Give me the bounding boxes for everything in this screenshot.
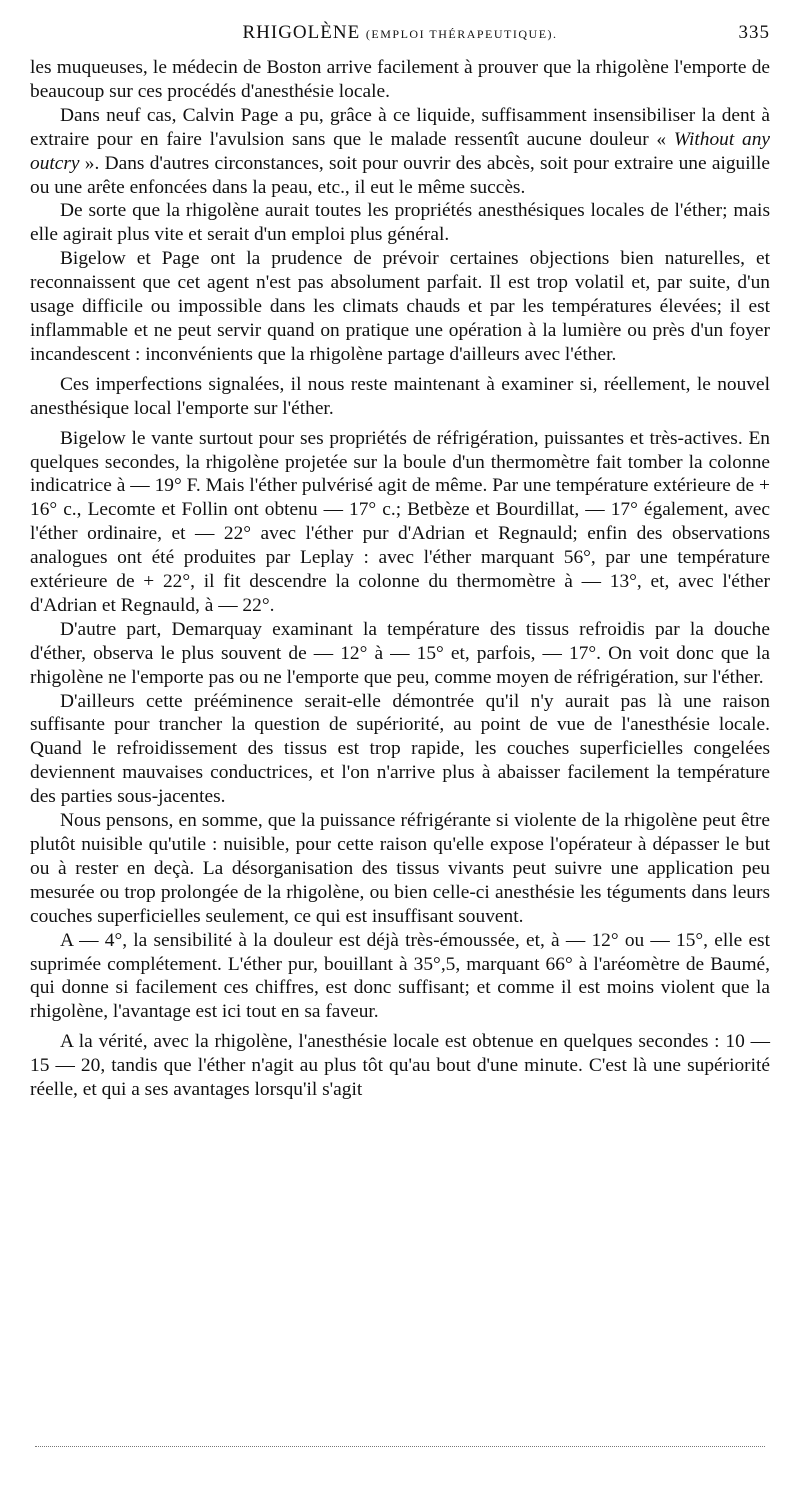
running-title-subtitle: (EMPLOI THÉRAPEUTIQUE). <box>365 27 558 41</box>
paragraph-6: Bigelow le vante surtout pour ses propriétés de réfrigération, puissantes et très-actives. En quelques secondes, la rhigolène projetée sur la boule d'un thermomètre fait tomber la colonne indicatrice à — 19° F. Mais l'éther pulvérisé agit de même. Par une température extérieure de + 16° c., Lecomte et Follin ont obtenu — 17° c.; Betbèze et Bourdillat, — 17° également, avec l'éther ordinaire, et — 22° avec l'éther pur d'Adrian et Regnauld; enfin des observations analogues ont été produites par Leplay : avec l'éther marquant 56°, par une température extérieure de + 22°, il fit descendre la colonne du thermomètre à — 13°, et, avec l'éther d'Adrian et Regnauld, à — 22°. <box>30 427 770 616</box>
paragraph-1: les muqueuses, le médecin de Boston arrive facilement à prouver que la rhigolène l'emporte de beaucoup sur ces procédés d'anesthésie locale. <box>30 57 770 102</box>
paragraph-7: D'autre part, Demarquay examinant la température des tissus refroidis par la douche d'éther, observa le plus souvent de — 12° à — 15° et, parfois, — 17°. On voit donc que la rhigolène ne l'emporte pas ou ne l'emporte que peu, comme moyen de réfrigération, sur l'éther. <box>30 618 770 688</box>
paragraph-2-italic-quote: Without any outcry <box>30 128 770 174</box>
paragraph-8: D'ailleurs cette prééminence serait-elle démontrée qu'il n'y aurait pas là une raison suffisante pour trancher la question de supériorité, au point de vue de l'anesthésie locale. Quand le refroidissement des tissus est trop rapide, les couches superficielles congelées deviennent mauvaises conductrices, et l'on n'arrive plus à abaisser facilement la température des parties sous-jacentes. <box>30 690 770 808</box>
paragraph-2-part-b: ». Dans d'autres circonstances, soit pour ouvrir des abcès, soit pour extraire une aiguille ou une arête enfoncées dans la peau, etc., il eut le même succès. <box>30 152 770 198</box>
paragraph-9: Nous pensons, en somme, que la puissance réfrigérante si violente de la rhigolène peut être plutôt nuisible qu'utile : nuisible, pour cette raison qu'elle expose l'opérateur à dépasser le but ou à rester en deçà. La désorganisation des tissus vivants peut suivre une application peu mesurée ou trop prolongée de la rhigolène, ou bien celle-ci anesthésie les téguments dans leurs couches superficielles seulement, ce qui est insuffisant souvent. <box>30 810 770 927</box>
running-title-main: RHIGOLÈNE <box>242 22 361 43</box>
paragraph-10: A — 4°, la sensibilité à la douleur est déjà très-émoussée, et, à — 12° ou — 15°, elle est suprimée complétement. L'éther pur, bouillant à 35°,5, marquant 66° à l'aréomètre de Baumé, qui donne si facilement ces chiffres, est donc suffisant; et comme il est moins violent que la rhigolène, l'avantage est ici tout en sa faveur. <box>30 929 770 1023</box>
paragraph-2 <box>30 104 770 200</box>
paragraph-5: Ces imperfections signalées, il nous reste maintenant à examiner si, réellement, le nouvel anesthésique local l'emporte sur l'éther. <box>30 373 770 419</box>
paragraph-4: Bigelow et Page ont la prudence de prévoir certaines objections bien naturelles, et reconnaissent que cet agent n'est pas absolument parfait. Il est trop volatil et, par suite, d'un usage difficile ou impossible dans les climats chauds et par les températures élevées; il est inflammable et ne peut servir quand on pratique une opération à la lumière ou près d'un foyer incandescent : inconvénients que la rhigolène partage d'ailleurs avec l'éther. <box>30 248 770 365</box>
running-title <box>30 22 770 44</box>
bottom-dotted-rule <box>35 1446 765 1447</box>
paragraph-3: De sorte que la rhigolène aurait toutes les propriétés anesthésiques locales de l'éther; mais elle agirait plus vite et serait d'un emploi plus général. <box>30 200 770 246</box>
page-number: 335 <box>738 22 770 43</box>
paragraph-2-part-a: Dans neuf cas, Calvin Page a pu, grâce à ce liquide, suffisamment insensibiliser la dent à extraire pour en faire l'avulsion sans que le malade ressentît aucune douleur « <box>30 104 770 150</box>
paragraph-11: A la vérité, avec la rhigolène, l'anesthésie locale est obtenue en quelques secondes : 10 — 15 — 20, tandis que l'éther n'agit au plus tôt qu'au bout d'une minute. C'est là une supériorité réelle, et qui a ses avantages lorsqu'il s'agit <box>30 1031 770 1101</box>
running-header <box>30 22 770 52</box>
book-page <box>30 22 770 1102</box>
body-text <box>30 56 770 1102</box>
